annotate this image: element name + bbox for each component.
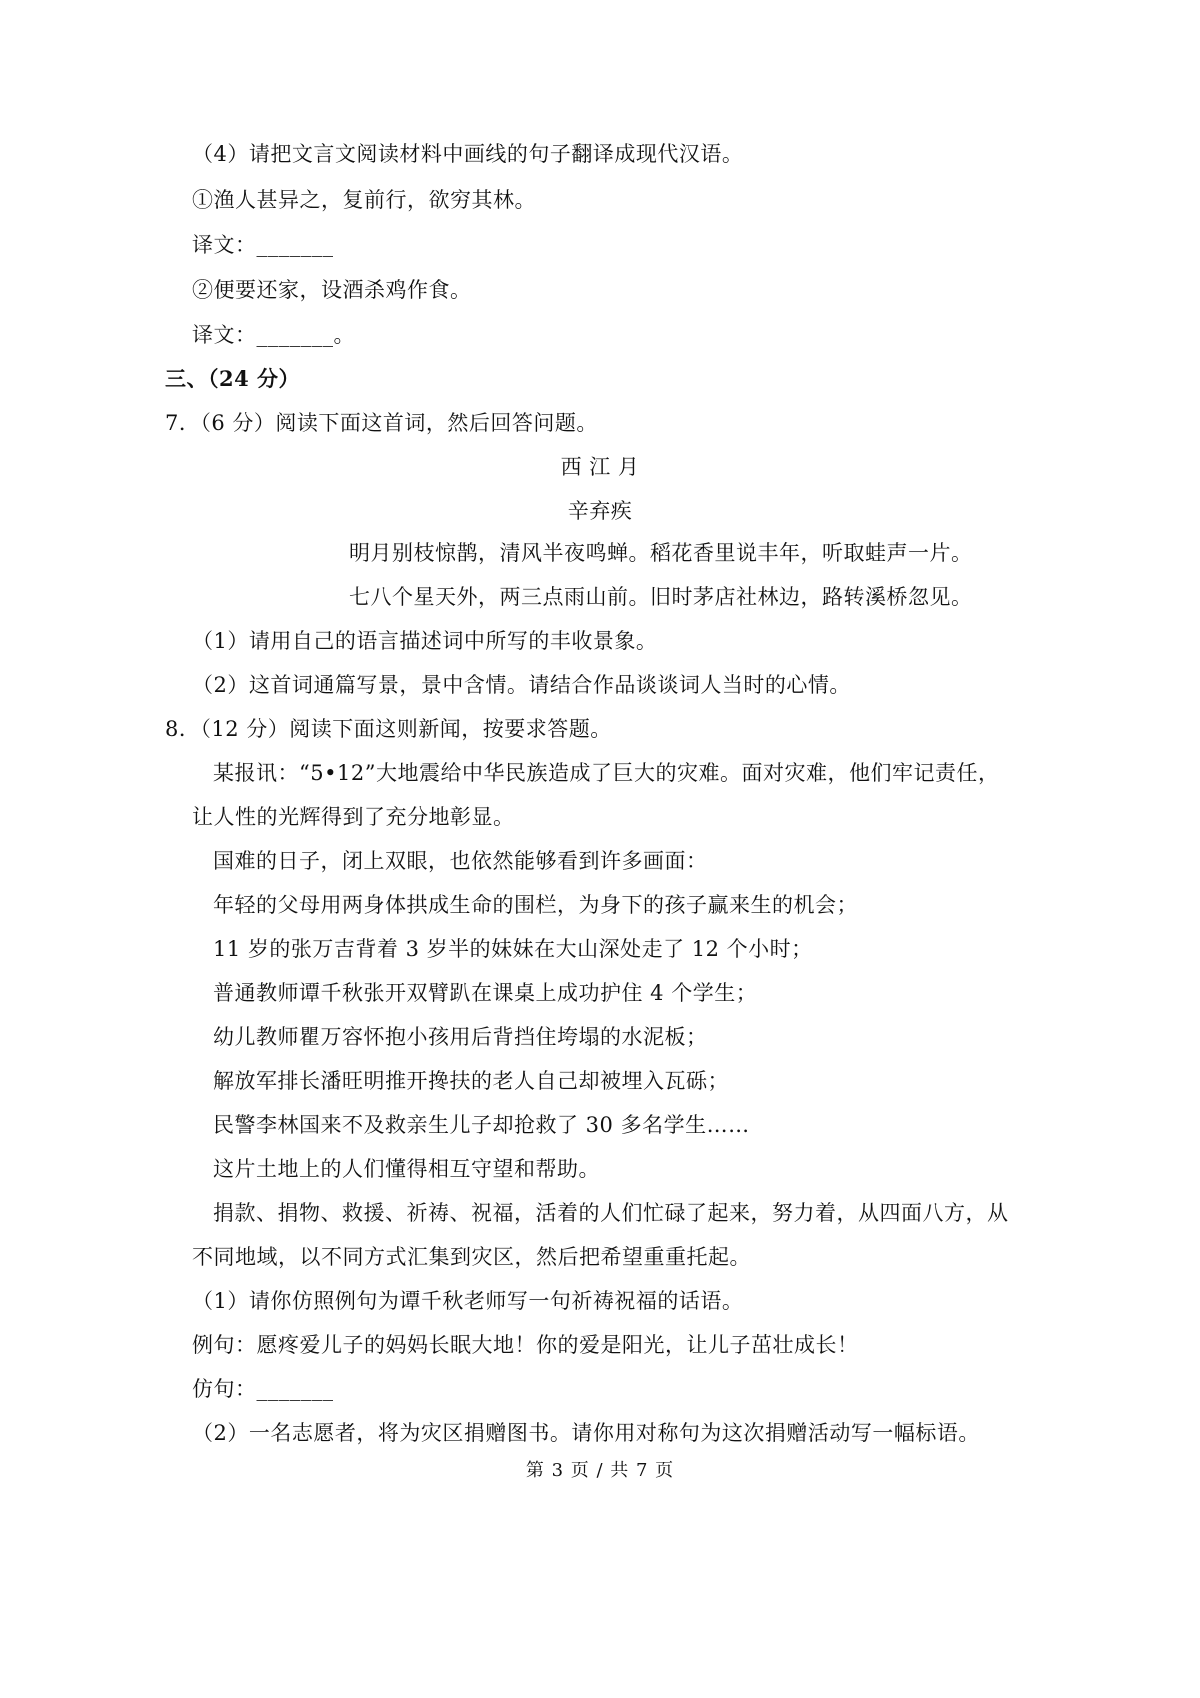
news-paragraph-10b: 不同地域，以不同方式汇集到灾区，然后把希望重重托起。 xyxy=(192,1245,751,1269)
q6-sentence-1-translation: 译文：_______ xyxy=(192,233,334,257)
news-paragraph-3: 年轻的父母用两身体拱成生命的围栏，为身下的孩子赢来生的机会； xyxy=(213,893,858,917)
poem-line-2: 七八个星天外，两三点雨山前。旧时茅店社林边，路转溪桥忽见。 xyxy=(349,585,973,609)
q8-imitation-blank: 仿句：_______ xyxy=(192,1377,334,1401)
news-paragraph-2: 国难的日子，闭上双眼，也依然能够看到许多画面： xyxy=(213,849,708,873)
q8-example-sentence: 例句：愿疼爱儿子的妈妈长眠大地！你的爱是阳光，让儿子茁壮成长！ xyxy=(192,1333,859,1357)
section-3-heading: 三、（24 分） xyxy=(165,366,301,391)
poem-title: 西 江 月 xyxy=(560,455,640,479)
q6-sentence-2: ②便要还家，设酒杀鸡作食。 xyxy=(192,278,472,302)
news-paragraph-5: 普通教师谭千秋张开双臂趴在课桌上成功护住 4 个学生； xyxy=(213,981,758,1005)
q6-sub4-prompt: （4）请把文言文阅读材料中画线的句子翻译成现代汉语。 xyxy=(192,142,744,166)
q6-sentence-1: ①渔人甚异之，复前行，欲穷其林。 xyxy=(192,188,536,212)
poem-author: 辛弃疾 xyxy=(567,499,633,523)
poem-line-1: 明月别枝惊鹊，清风半夜鸣蝉。稻花香里说丰年，听取蛙声一片。 xyxy=(349,541,973,565)
q7-sub2: （2）这首词通篇写景，景中含情。请结合作品谈谈词人当时的心情。 xyxy=(192,673,851,697)
news-paragraph-6: 幼儿教师瞿万容怀抱小孩用后背挡住垮塌的水泥板； xyxy=(213,1025,708,1049)
news-paragraph-9: 这片土地上的人们懂得相互守望和帮助。 xyxy=(213,1157,600,1181)
q8-sub1: （1）请你仿照例句为谭千秋老师写一句祈祷祝福的话语。 xyxy=(192,1289,744,1313)
news-paragraph-4: 11 岁的张万吉背着 3 岁半的妹妹在大山深处走了 12 个小时； xyxy=(213,937,813,961)
news-paragraph-8: 民警李林国来不及救亲生儿子却抢救了 30 多名学生…… xyxy=(213,1113,750,1137)
news-paragraph-10a: 捐款、捐物、救援、祈祷、祝福，活着的人们忙碌了起来，努力着，从四面八方，从 xyxy=(213,1201,1009,1225)
news-paragraph-7: 解放军排长潘旺明推开搀扶的老人自己却被埋入瓦砾； xyxy=(213,1069,729,1093)
page-number: 第 3 页 / 共 7 页 xyxy=(525,1460,675,1481)
q7-stem: 7．（6 分）阅读下面这首词，然后回答问题。 xyxy=(165,411,598,435)
q7-sub1: （1）请用自己的语言描述词中所写的丰收景象。 xyxy=(192,629,658,653)
q8-sub2: （2）一名志愿者，将为灾区捐赠图书。请你用对称句为这次捐赠活动写一幅标语。 xyxy=(192,1421,980,1445)
q6-sentence-2-translation: 译文：_______。 xyxy=(192,323,355,347)
q8-stem: 8．（12 分）阅读下面这则新闻，按要求答题。 xyxy=(165,717,612,741)
news-paragraph-1a: 某报讯：“5•12”大地震给中华民族造成了巨大的灾难。面对灾难，他们牢记责任， xyxy=(213,761,1000,785)
news-paragraph-1b: 让人性的光辉得到了充分地彰显。 xyxy=(192,805,515,829)
